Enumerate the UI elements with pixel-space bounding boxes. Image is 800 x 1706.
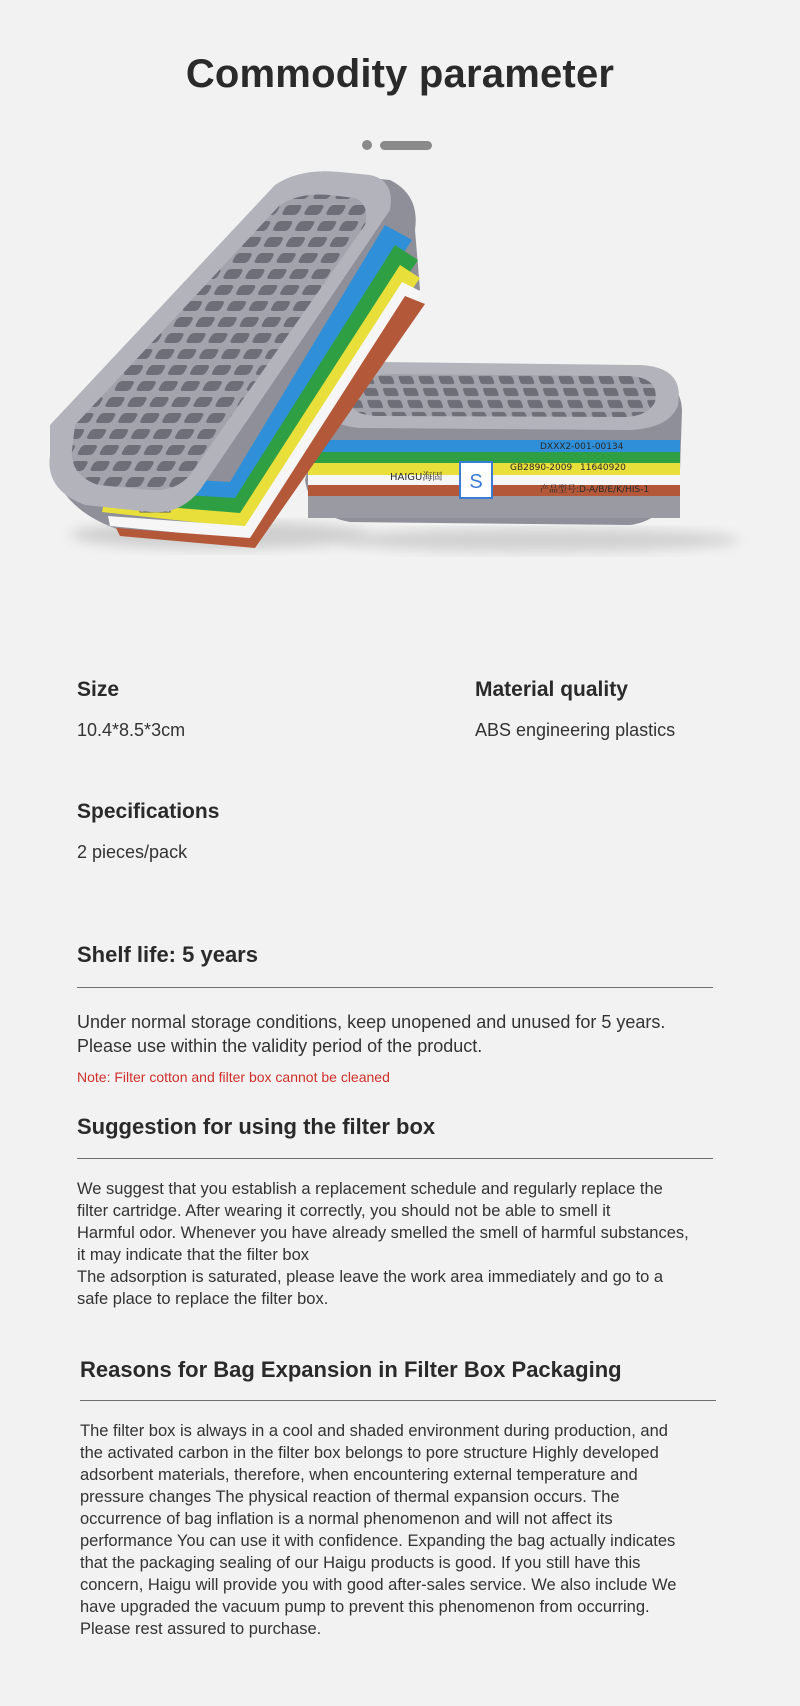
size-value: 10.4*8.5*3cm <box>77 720 186 740</box>
suggestion-line: We suggest that you establish a replacement schedule and regularly replace the <box>77 1180 663 1198</box>
reasons-line: that the packaging sealing of our Haigu products is good. If you still have this <box>80 1554 641 1572</box>
reasons-text <box>80 1420 770 1640</box>
suggestion-title: Suggestion for using the filter box <box>77 1114 436 1139</box>
suggestion-divider <box>77 1158 713 1159</box>
specifications-value: 2 pieces/pack <box>77 842 188 862</box>
suggestion-line: safe place to replace the filter box. <box>77 1290 329 1308</box>
blue-band <box>308 440 680 452</box>
material-label: Material quality <box>475 678 628 701</box>
reasons-title: Reasons for Bag Expansion in Filter Box Packaging <box>80 1357 622 1382</box>
specifications-label: Specifications <box>77 800 220 823</box>
reasons-line: performance You can use it with confidence. Expanding the bag actually indicates <box>80 1532 676 1550</box>
cleaning-note: Note: Filter cotton and filter box cannot be cleaned <box>77 1069 390 1085</box>
shelf-life-text <box>77 1010 737 1058</box>
reasons-line: Please rest assured to purchase. <box>80 1620 322 1638</box>
right-grid-face <box>352 374 656 417</box>
right-box-shadow <box>340 528 740 552</box>
shelf-life-line: Under normal storage conditions, keep unopened and unused for 5 years. <box>77 1012 666 1032</box>
svg-text:S: S <box>469 471 483 493</box>
suggestion-text <box>77 1178 757 1310</box>
decoration-dot <box>362 140 372 150</box>
suggestion-line: Harmful odor. Whenever you have already smelled the smell of harmful substances, <box>77 1224 689 1242</box>
reasons-line: The filter box is always in a cool and shaded environment during production, and <box>80 1422 668 1440</box>
reasons-line: the activated carbon in the filter box belongs to pore structure Highly developed <box>80 1444 659 1462</box>
shelf-life-line: Please use within the validity period of the product. <box>77 1036 483 1056</box>
suggestion-line: The adsorption is saturated, please leave the work area immediately and go to a <box>77 1268 664 1286</box>
code-label: 11640920 <box>580 463 626 473</box>
reasons-line: adsorbent materials, therefore, when encountering external temperature and <box>80 1466 638 1484</box>
reasons-line: occurrence of bag inflation is a normal phenomenon and will not affect its <box>80 1510 613 1528</box>
brand-label: HAIGU海固 <box>390 472 443 483</box>
registration-label: DXXX2-001-00134 <box>540 442 624 452</box>
green-band <box>308 452 680 463</box>
reasons-line: concern, Haigu will provide you with good after-sales service. We also include We <box>80 1576 677 1594</box>
product-image <box>40 170 760 610</box>
size-label: Size <box>77 678 120 701</box>
suggestion-line: it may indicate that the filter box <box>77 1246 310 1264</box>
decoration-bar <box>380 141 432 150</box>
reasons-line: have upgraded the vacuum pump to prevent this phenomenon from occurring. <box>80 1598 650 1616</box>
shelf-life-title: Shelf life: 5 years <box>77 942 258 967</box>
material-value: ABS engineering plastics <box>475 720 676 740</box>
suggestion-line: filter cartridge. After wearing it correctly, you should not be able to smell it <box>77 1202 611 1220</box>
reasons-divider <box>80 1400 716 1401</box>
model-label: 产品型号:D-A/B/E/K/HIS-1 <box>540 485 650 495</box>
white-band <box>308 475 680 485</box>
shelf-life-divider <box>77 987 713 988</box>
page-title: Commodity parameter <box>185 52 615 96</box>
reasons-line: pressure changes The physical reaction of thermal expansion occurs. The <box>80 1488 620 1506</box>
standard-label: GB2890-2009 <box>510 463 573 473</box>
